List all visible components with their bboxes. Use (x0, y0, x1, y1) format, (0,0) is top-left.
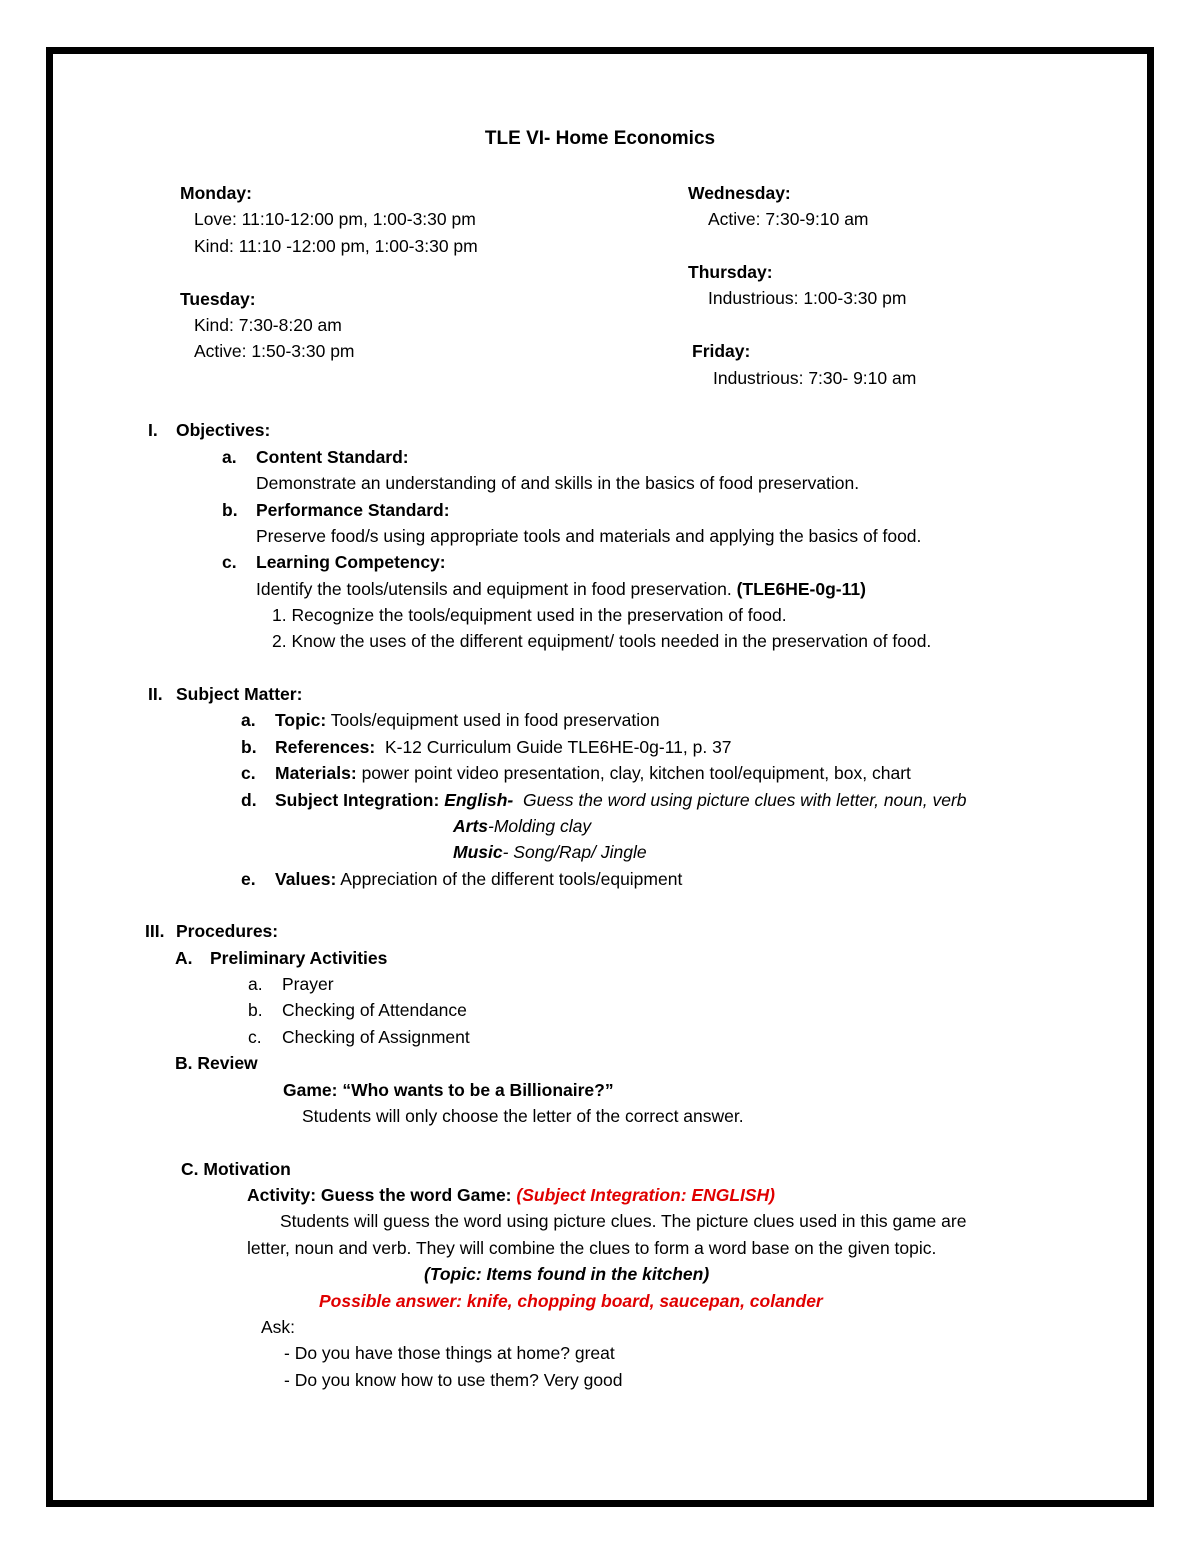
schedule-monday-line: Love: 11:10-12:00 pm, 1:00-3:30 pm (194, 209, 476, 229)
schedule-thursday-day: Thursday: (688, 262, 773, 282)
motivation-integration: (Subject Integration: ENGLISH) (516, 1185, 776, 1205)
preliminary-item: Checking of Assignment (282, 1027, 470, 1047)
page-title: TLE VI- Home Economics (484, 128, 716, 149)
motivation-heading: C. Motivation (181, 1159, 291, 1179)
list-letter: e. (241, 869, 256, 889)
values-label: Values: (275, 869, 337, 889)
section-heading-subject-matter: Subject Matter: (176, 684, 303, 704)
section-number: III. (145, 921, 165, 941)
learning-competency-label: Learning Competency: (256, 552, 446, 572)
section-number: II. (148, 684, 163, 704)
integration-arts-text: -Molding clay (488, 816, 592, 836)
preliminary-item: Checking of Attendance (282, 1000, 467, 1020)
topic-text: Tools/equipment used in food preservation (330, 710, 660, 730)
integration-label: Subject Integration: (275, 790, 440, 810)
performance-standard-label: Performance Standard: (256, 500, 450, 520)
integration-arts-label: Arts (453, 816, 489, 836)
competency-item: 2. Know the uses of the different equipment/ tools needed in the preservation of food. (272, 631, 932, 651)
list-letter: a. (222, 447, 237, 467)
list-letter: b. (241, 737, 257, 757)
schedule-tuesday-line: Active: 1:50-3:30 pm (194, 341, 355, 361)
integration-music-line (453, 841, 647, 863)
learning-competency-text: Identify the tools/utensils and equipment in food preservation. (256, 579, 732, 599)
values-text: Appreciation of the different tools/equipment (340, 869, 683, 889)
values-line (275, 868, 682, 890)
competency-code: (TLE6HE-0g-11) (736, 579, 866, 599)
materials-line (275, 762, 911, 784)
materials-label: Materials: (275, 763, 357, 783)
review-text: Students will only choose the letter of the correct answer. (302, 1106, 744, 1126)
integration-arts-line (453, 815, 591, 837)
schedule-wednesday-line: Active: 7:30-9:10 am (708, 209, 869, 229)
schedule-wednesday-day: Wednesday: (688, 183, 791, 203)
content-standard-label: Content Standard: (256, 447, 409, 467)
motivation-question: - Do you have those things at home? great (284, 1343, 615, 1363)
topic-label: Topic: (275, 710, 327, 730)
schedule-friday-day: Friday: (692, 341, 751, 361)
references-label: References: (275, 737, 376, 757)
motivation-topic: (Topic: Items found in the kitchen) (424, 1264, 710, 1284)
motivation-answer: Possible answer: knife, chopping board, saucepan, colander (319, 1291, 823, 1311)
materials-text: power point video presentation, clay, kitchen tool/equipment, box, chart (361, 763, 911, 783)
topic-line (275, 709, 660, 731)
integration-line (275, 789, 967, 811)
preliminary-item: Prayer (282, 974, 334, 994)
integration-music-text: - Song/Rap/ Jingle (502, 842, 647, 862)
list-letter: c. (248, 1027, 262, 1047)
preliminary-heading: Preliminary Activities (210, 948, 388, 968)
section-heading-procedures: Procedures: (176, 921, 279, 941)
list-letter: d. (241, 790, 257, 810)
list-letter: a. (248, 974, 263, 994)
performance-standard-text: Preserve food/s using appropriate tools and materials and applying the basics of food. (256, 526, 922, 546)
list-letter: a. (241, 710, 256, 730)
section-heading-objectives: Objectives: (176, 420, 271, 440)
motivation-question: - Do you know how to use them? Very good (284, 1370, 623, 1390)
schedule-monday-line: Kind: 11:10 -12:00 pm, 1:00-3:30 pm (194, 236, 478, 256)
integration-music-label: Music (453, 842, 503, 862)
schedule-monday-day: Monday: (180, 183, 252, 203)
integration-english-text: Guess the word using picture clues with letter, noun, verb (522, 790, 967, 810)
learning-competency-line (256, 578, 866, 600)
list-letter: b. (248, 1000, 263, 1020)
motivation-text-line: Students will guess the word using picture clues. The picture clues used in this game are (280, 1211, 967, 1231)
content-standard-text: Demonstrate an understanding of and skills in the basics of food preservation. (256, 473, 860, 493)
references-text: K-12 Curriculum Guide TLE6HE-0g-11, p. 37 (384, 737, 732, 757)
schedule-tuesday-line: Kind: 7:30-8:20 am (194, 315, 342, 335)
section-number: I. (148, 420, 158, 440)
list-letter: A. (175, 948, 193, 968)
list-letter: c. (222, 552, 237, 572)
list-letter: c. (241, 763, 256, 783)
motivation-activity-line (247, 1184, 775, 1206)
competency-item: 1. Recognize the tools/equipment used in the preservation of food. (272, 605, 787, 625)
references-line (275, 736, 732, 758)
schedule-tuesday-day: Tuesday: (180, 289, 256, 309)
motivation-text-line: letter, noun and verb. They will combine the clues to form a word base on the given topic. (247, 1238, 937, 1258)
motivation-ask: Ask: (261, 1317, 296, 1337)
motivation-activity: Activity: Guess the word Game: (247, 1185, 512, 1205)
review-game: Game: “Who wants to be a Billionaire?” (283, 1080, 614, 1100)
integration-english-label: English- (444, 790, 514, 810)
list-letter: b. (222, 500, 238, 520)
schedule-thursday-line: Industrious: 1:00-3:30 pm (708, 288, 907, 308)
schedule-friday-line: Industrious: 7:30- 9:10 am (713, 368, 917, 388)
review-heading: B. Review (175, 1053, 258, 1073)
